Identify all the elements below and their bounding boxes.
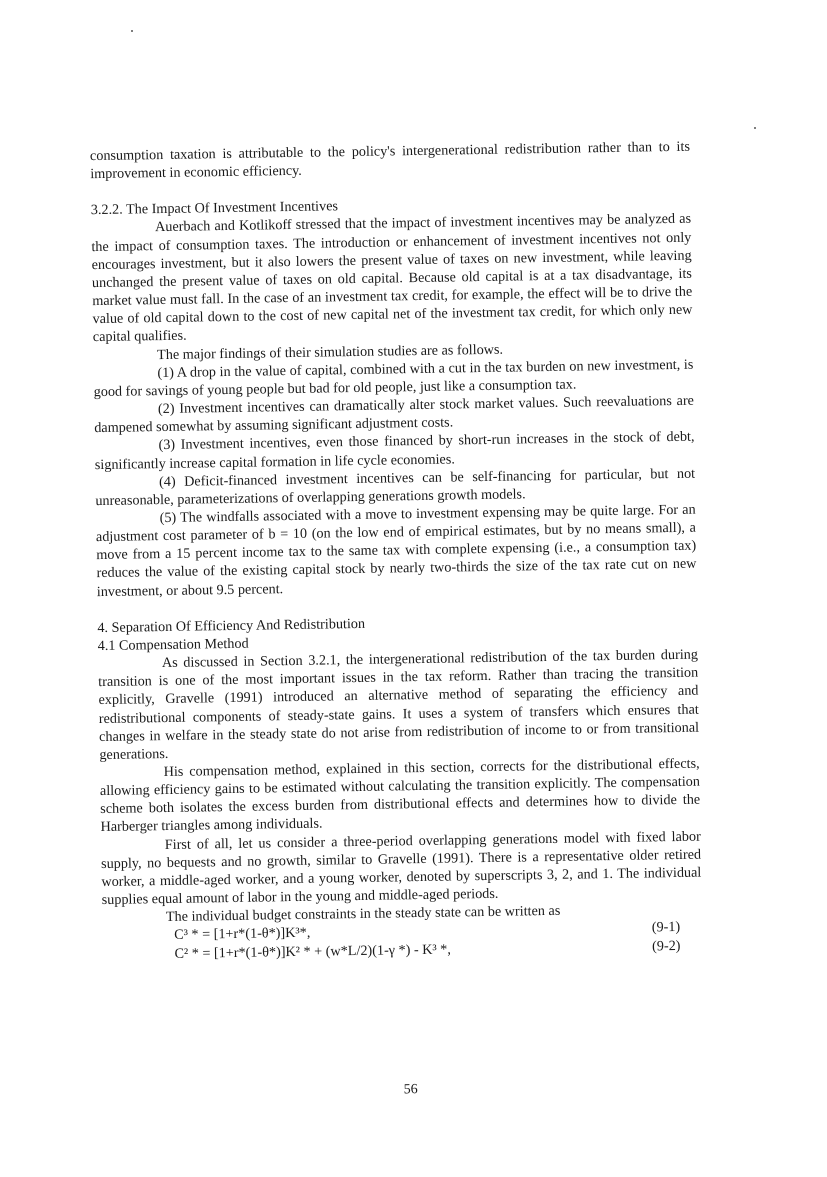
equation-number: (9-1) <box>651 919 681 936</box>
paragraph-budget: The individual budget constraints in the steady state can be written as <box>165 903 561 926</box>
paragraph-auerbach: Auerbach and Kotlikoff stressed that the impact of investment incentives may be analyzed as the impact of consumption taxes. The introduction or enhancement of investment incentives not only encourages investment, but it also lowers the present value of taxes on new investment, while leaving unchanged the present value of taxes on old capital. Because old capital is at a tax disadvantage, its market value must fall. In the case of an investment tax credit, for example, the effect will be to drive the value of old capital down to the cost of new capital net of the investment tax credit, for which only new capital qualifies. <box>91 211 693 346</box>
paragraph-intro: consumption taxation is attributable to the policy's intergenerational redistribution rather than to its improvement in economic efficiency. <box>89 138 691 183</box>
section-heading-322: 3.2.2. The Impact Of Investment Incentives <box>90 198 339 219</box>
finding-3: (3) Investment incentives, even those financed by short-run increases in the stock of debt, significantly increase capital formation in life cycle economies. <box>94 429 695 473</box>
page-number: 56 <box>403 1082 418 1098</box>
section-heading-41: 4.1 Compensation Method <box>97 635 249 654</box>
paragraph-first-of-all: First of all, let us consider a three-period overlapping generations model with fixed labor supply, no bequests and no growth, similar to Gravelle (1991). There is a representative older retired worker, a middle-aged worker, and a young worker, denoted by superscripts 3, 2, and 1. The individual supplies equal amount of labor in the young and middle-aged periods. <box>100 828 702 909</box>
equation-number: (9-2) <box>651 937 681 954</box>
finding-1: (1) A drop in the value of capital, combined with a cut in the tax burden on new investment, is good for savings of young people but bad for old people, just like a consumption tax. <box>93 356 694 400</box>
finding-5: (5) The windfalls associated with a move to investment expensing may be quite large. For an adjustment cost parameter of b = 10 (on the low end of empirical estimates, but by no means small), a move from a 15 percent income tax to the same tax with complete expensing (i.e., a consumption tax) reduces the value of the existing capital stock by nearly two-thirds the size of the tax rate cut on new investment, or about 9.5 percent. <box>95 501 697 600</box>
paragraph-his-method: His compensation method, explained in this section, corrects for the distributional effects, allowing efficiency gains to be estimated without calculating the transition explicitly. The compensation scheme both isolates the excess burden from distributional effects and determines how to divide the Harberger triangles among individuals. <box>99 755 701 836</box>
paragraph-discussed: As discussed in Section 3.2.1, the intergenerational redistribution of the tax burden during transition is one of the most important issues in the tax reform. Rather than tracing the transition explicitly, Gravelle (1991) introduced an alternative method of separating the efficiency and redistributional components of steady-state gains. It uses a system of transfers which ensures that changes in welfare in the steady state do not arise from redistribution of income to or from transitional generations. <box>98 646 700 763</box>
scan-speck <box>131 30 133 32</box>
section-heading-4: 4. Separation Of Efficiency And Redistribution <box>97 615 366 636</box>
equation-expression: C² * = [1+r*(1-θ*)]K² * + (w*L/2)(1-γ *) - K³ *, <box>174 941 452 962</box>
finding-2: (2) Investment incentives can dramatically alter stock market values. Such reevaluations are dampened somewhat by assuming significant adjustment costs. <box>94 392 695 437</box>
body-text <box>90 138 703 964</box>
paragraph-findings: The major findings of their simulation studies are as follows. <box>156 341 504 363</box>
scan-speck <box>754 127 756 129</box>
finding-4: (4) Deficit-financed investment incentives can be self-financing for particular, but not unreasonable, parameterizations of overlapping generations growth models. <box>95 465 696 509</box>
equation-expression: C³ * = [1+r*(1-θ*)]K³*, <box>174 925 311 944</box>
